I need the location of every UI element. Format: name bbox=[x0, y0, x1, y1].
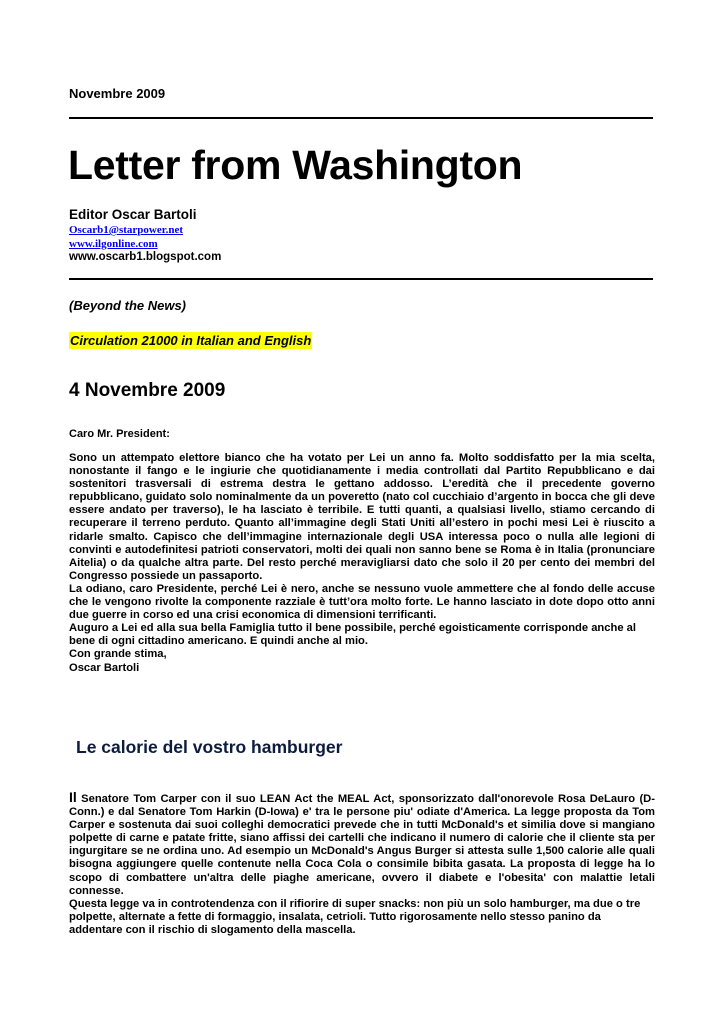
letter-paragraph: Auguro a Lei ed alla sua bella Famiglia tutto il bene possibile, perché egoisticamente corrisponde anche al bene di ogni cittadino americano. E quindi anche al mio. bbox=[69, 622, 636, 648]
letter-closing: Con grande stima, bbox=[69, 648, 167, 661]
letter-paragraph: Sono un attempato elettore bianco che ha votato per Lei un anno fa. Molto soddisfatto per la mia scelta, nonostante il fango e le ingiurie che quotidianamente i media controllati dal Partito Repubblicano e dai sostenitori trasversali di estrema destra le gettano addosso. L’eredità che il precedente governo repubblicano, guidato solo nominalmente da un poveretto (nato col cucchiaio d’argento in bocca che gli deve essere andato per traverso), le ha lasciato è terribile. E tutti quanti, a qualsiasi livello, stiamo cercando di recuperare il terreno perduto. Quanto all’immagine degli Stati Uniti all’estero in pochi mesi Lei è riuscito a ridarle smalto. Capisco che dell’immagine internazionale degli USA interessa poco o nulla alle legioni di convinti e autodefinitesi patrioti conservatori, molti dei quali non sanno bene se Roma è in Italia (pronunciare Aitelia) o da qualche altra parte. Del resto perché meravigliarsi dato che solo il 20 per cento dei membri del Congresso possiede un passaporto. bbox=[69, 452, 655, 582]
divider-top bbox=[69, 117, 653, 119]
letter-heading: 4 Novembre 2009 bbox=[69, 380, 226, 401]
article-paragraph: Questa legge va in controtendenza con il rifiorire di super snacks: non più un solo hamburger, ma due o tre polpette, alternate a fette di formaggio, insalata, cetrioli. Tutto rigorosamente nello stesso panino da addentare con il rischio di slogamento della mascella. bbox=[69, 897, 641, 936]
article-body bbox=[69, 791, 655, 937]
editor-name: Editor Oscar Bartoli bbox=[69, 207, 197, 222]
circulation-note: Circulation 21000 in Italian and English bbox=[70, 333, 312, 348]
article-paragraph-text: Senatore Tom Carper con il suo LEAN Act the MEAL Act, sponsorizzato dall'onorevole Rosa DeLauro (D-Conn.) e dal Senatore Tom Harkin (D-Iowa) e' tra le persone piu' odiate d'America. La legge proposta da Tom Carper e sostenuta dai suoi colleghi democratici prevede che in tutti McDonald's et similia dove si mangiano polpette di carne e patate fritte, siano affissi dei cartelli che indicano il numero di calorie che il cliente sta per ingurgitare se ne ordina uno. Ad esempio un McDonald's Angus Burger si attesta sulle 1,500 calorie alle quali bisogna aggiungere quelle contenute nella Coca Cola o consimile bibita gasata. La proposta di legge ha lo scopo di combattere un'altra delle piaghe americane, ovvero il diabete e l'obesita' con malattie letali connesse. bbox=[69, 793, 655, 897]
letter-paragraph: La odiano, caro Presidente, perché Lei è nero, anche se nessuno vuole ammettere che al fondo delle accuse che le vengono rivolte la componente razziale è tutt’ora molto forte. Le hanno lasciato in dote dopo otto anni due guerre in corso ed una crisi economica di dimensioni terrificanti. bbox=[69, 582, 655, 622]
letter-salutation: Caro Mr. President: bbox=[69, 428, 170, 440]
website-link[interactable]: www.ilgonline.com bbox=[69, 238, 158, 250]
letter-body bbox=[69, 452, 655, 675]
newsletter-title: Letter from Washington bbox=[68, 142, 523, 188]
divider-bottom bbox=[69, 278, 653, 280]
email-link[interactable]: Oscarb1@starpower.net bbox=[69, 224, 184, 236]
article-heading: Le calorie del vostro hamburger bbox=[76, 737, 343, 757]
letter-signature: Oscar Bartoli bbox=[69, 661, 140, 674]
blog-url: www.oscarb1.blogspot.com bbox=[69, 251, 222, 263]
drop-cap: Il bbox=[69, 789, 77, 805]
tagline: (Beyond the News) bbox=[69, 298, 187, 313]
issue-date: Novembre 2009 bbox=[69, 86, 166, 101]
article-paragraph bbox=[69, 791, 655, 898]
